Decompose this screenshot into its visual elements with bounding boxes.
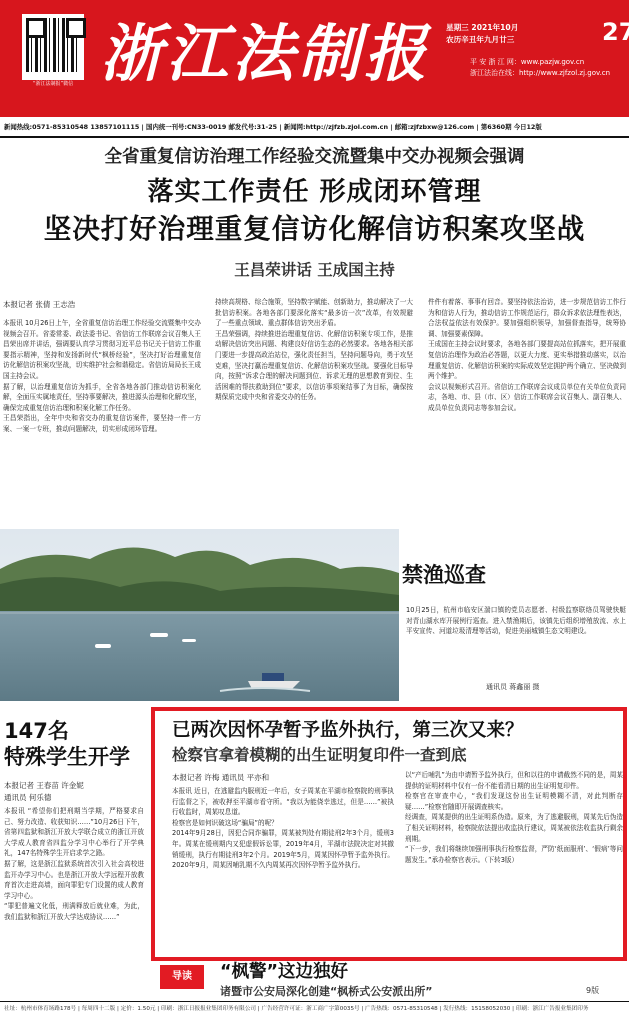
- lead-kicker: 全省重复信访治理工作经验交流暨集中交办视频会强调: [104, 147, 525, 167]
- box-headline: 已两次因怀孕暂予监外执行，第三次又来？: [172, 720, 524, 741]
- website-pazjw: 平 安 浙 江 网：www.pazjw.gov.cn: [470, 58, 585, 66]
- issue-date: 星期三 2021年10月: [446, 23, 519, 32]
- photo-credit: 通讯员 蒋鑫丽 摄: [486, 683, 540, 691]
- lead-subhead: 王昌荣讲话 王成国主持: [234, 261, 395, 279]
- teaser-page-ref: 9版: [586, 986, 600, 995]
- lake-patrol-photo: [0, 529, 399, 701]
- lead-column-1: 本报讯 10月26日上午，全省重复信访治理工作经验交流暨集中交办视频会召开。省委常委、政法委书记、省信访工作联席会议召集人王昌荣出席并讲话，强调要认真学习贯彻习近平总书记关于信访工作重要指示精神，坚持和发扬新时代“枫桥经验”，坚决打好治理重复信访化解信访积案攻坚战，切实维护社会和谐稳定。省信访局局长王成国主持会议。 据了解，以治理重复信访为抓手，全省各地各部门推动信访积案化解，全面压实属地责任，坚持事要解决，推进源头治理和化解攻坚，确保完成重复信访治理和积案化解工作任务。 王昌荣指出，全年中央和省交办的重复信访案件，要坚持一件一方案、一案一专班，推动问题解决，切实形成闭环管理。: [3, 319, 201, 433]
- lunar-date: 农历辛丑年九月廿三: [446, 35, 515, 44]
- side-byline-2: 通讯员 何乐德: [4, 793, 52, 802]
- side-headline-2: 特殊学生开学: [4, 745, 130, 769]
- box-column-1: 本报讯 近日，在逃避监内服刑近一年后，女子周某在平湖市检察院的刑事执行监督之下，被收押至平湖市看守所。“我以为能侥幸逃过，但是……”被执行收监时，周某叹息道。 检察官是如何识破这场“骗局”的呢？ 2014年9月28日，因犯合同诈骗罪，周某被判处有期徒刑2年3个月，缓刑3年。周某在缓刑期内又犯虚假诉讼罪，2019年4月，平湖市法院决定对其撤销缓刑，执行有期徒刑3年2个月。2019年5月，周某因怀孕暂予监外执行。2020年9月，周某因哺乳期不久内周某再次因怀孕暂予监外执行。: [172, 787, 394, 870]
- teaser-headline[interactable]: “枫警”这边独好: [220, 962, 349, 982]
- box-byline: 本报记者 许梅 通讯员 平亦和: [172, 773, 270, 782]
- issue-day-number: 27: [602, 18, 635, 46]
- teaser-subhead: 诸暨市公安局深化创建“枫桥式公安派出所”: [220, 985, 433, 998]
- qr-code-icon: [22, 14, 84, 80]
- divider: [0, 1001, 629, 1002]
- side-story-body: 本报讯 “希望你们把刑期当学期，严格要求自己、努力改造、收获知识……”10月26日下午，省第四监狱和浙江开放大学联合成立的浙江开放大学成人教育省四监分学习中心举行了开学典礼，147名特殊学生开启求学之路。 据了解，这是浙江监狱系统首次引入社会高校进监开办学习中心。也是浙江开放大学远程开放教育首次走进高墙，面向罪犯专门设置的成人教育学习中心。 “罪犯普遍文化低，刑满释放后就业难，为此，我们监狱和浙江开放大学达成协议……”: [4, 807, 144, 921]
- lead-headline-2: 坚决打好治理重复信访化解信访积案攻坚战: [43, 213, 586, 245]
- lead-column-3: 件件有着落、事事有回音。要坚持依法治访，进一步规范信访工作行为和信访人行为，推动信访工作规范运行，群众诉求依法理性表达，合法权益依法有效保护。要加强组织领导，加强督查指导，统筹协调、加强要素保障。 王成国在主持会议时要求，各地各部门要提高站位抓落实，把开展重复信访治理作为政治必答题，以更大力度、更实举措推动落实，以治理重复信访、化解信访积案的实际成效坚定拥护两个确立、坚决做到两个维护。 会议以视频形式召开。省信访工作联席会议成员单位有关单位负责同志，各地、市、县（市、区）信访工作联席会议召集人、副召集人、成员单位负责同志等参加会议。: [428, 298, 626, 412]
- box-column-2: 以“产后哺乳”为由申请暂予监外执行，但和以往的申请截然不同的是，周某提供的证明材料中仅有一份不能看清日期的出生证明复印件。 检察官在审查中心，“我们发现这份出生证明模糊不清，对此判断存疑……”检察官随即开展调查核实。 经调查，周某提供的出生证明系伪造。原来，为了逃避服刑，周某先后伪造了相关证明材料，检察院依法提出收监执行建议，周某被依法收监执行剩余刑期。 “下一步，我们将继续加强刑事执行检察监督，严防‘纸面服刑’、‘假病’等问题发生。”承办检察官表示。（下转3版）: [405, 771, 623, 864]
- footer-info: 社址：杭州市体育场路178号 | 每周四十二版 | 定价：1.50元 | 印刷：浙江日报报业集团印务有限公司 | 广告经营许可证：浙工商广字第0035号 | 广告热线：0571-85310548 | 发行热线：15158052030 | 印刷：浙江广告报业集团印务: [4, 1006, 589, 1012]
- photo-headline: 禁渔巡查: [402, 563, 486, 587]
- lead-headline-1: 落实工作责任 形成闭环管理: [147, 177, 482, 207]
- box-subhead: 检察官拿着模糊的出生证明复印件一查到底: [172, 746, 467, 764]
- lead-byline: 本报记者 张倩 王志浩: [3, 300, 76, 309]
- website-zjfzol: 浙江法治在线：http://www.zjfzol.zj.gov.cn: [470, 69, 611, 77]
- lead-column-2: 持续高规格、综合施策，坚持数字赋能、创新助力，推动解决了一大批信访积案。各地各部门要深化落实“最多访一次”改革，有效规避了一些重点领域、重点群体信访突出矛盾。 王昌荣强调，持续推进治理重复信访、化解信访积案专项工作，是推动解决信访突出问题、构建良好信访生态的必然要求。各地各相关部门要进一步提高政治站位，强化责任担当，坚持问题导向，勇于攻坚克难，坚决打赢治理重复信访、化解信访积案攻坚战。要强化目标导向，按照“诉求合理的解决问题到位、诉求无理的思想教育到位、生活困难的帮扶救助到位”要求，以信访事项案结事了为目标，确保按期保质完成中央和省委交办的任务。: [215, 298, 413, 402]
- info-bar: 新闻热线:0571-85310548 13857101115 | 国内统一刊号:CN33-0019 邮发代号:31-25 | 新闻网:http://zjfzb.zjol.com.cn | 邮箱:zjfzbxw@126.com | 第6360期 今日12版: [4, 123, 542, 131]
- divider: [0, 136, 629, 138]
- side-byline-1: 本报记者 王春苗 许金妮: [4, 781, 84, 790]
- side-headline-1: 147名: [4, 719, 69, 743]
- newspaper-logo: 浙江法制报: [100, 17, 431, 90]
- photo-caption: 10月25日，杭州市临安区湍口镇的党员志愿者、村级监察联络员驾驶快艇对青山湖水库开展例行巡查。进入禁渔期后，该镇先后组织增殖放流、水上平安宣传、河道垃圾清理等活动，促进美丽城镇生态文明建设。: [406, 606, 626, 636]
- guide-tag: 导读: [160, 965, 204, 989]
- qr-caption: “浙江法制报”微信: [32, 81, 74, 87]
